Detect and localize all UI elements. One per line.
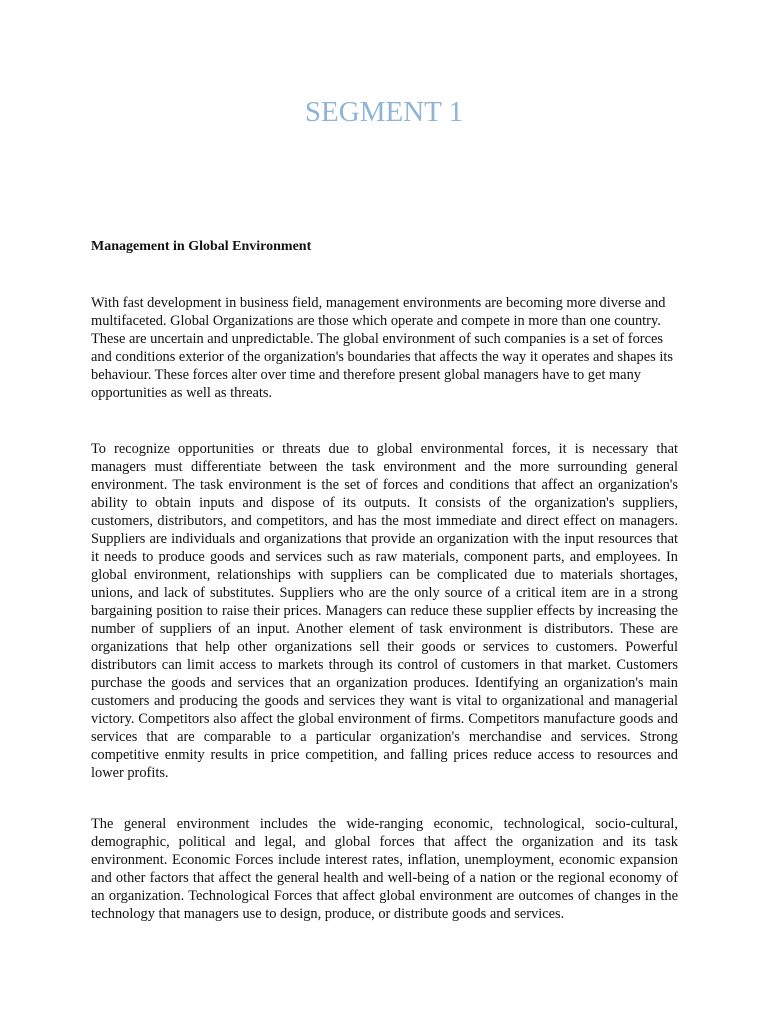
- paragraph-task-environment: To recognize opportunities or threats due to global environmental forces, it is necessary that managers must differentiate between the task environment and the more surrounding general environment. The task environment is the set of forces and conditions that affect an organization's ability to obtain inputs and dispose of its outputs. It consists of the organization's suppliers, customers, distributors, and competitors, and has the most immediate and direct effect on managers. Suppliers are individuals and organizations that provide an organization with the input resources that it needs to produce goods and services such as raw materials, component parts, and employees. In global environment, relationships with suppliers can be complicated due to materials shortages, unions, and lack of substitutes. Suppliers who are the only source of a critical item are in a strong bargaining position to raise their prices. Managers can reduce these supplier effects by increasing the number of suppliers of an input. Another element of task environment is distributors. These are organizations that help other organizations sell their goods or services to customers. Powerful distributors can limit access to markets through its control of customers in that market. Customers purchase the goods and services that an organization produces. Identifying an organization's main customers and producing the goods and services they want is vital to organizational and managerial victory. Competitors also affect the global environment of firms. Competitors manufacture goods and services that are comparable to a particular organization's merchandise and services. Strong competitive enmity results in price competition, and falling prices reduce access to resources and lower profits.: [91, 441, 678, 781]
- section-heading: Management in Global Environment: [91, 239, 312, 254]
- paragraph-general-environment: The general environment includes the wide-ranging economic, technological, socio-cultural, demographic, political and legal, and global forces that affect the organization and its task environment. Economic Forces include interest rates, inflation, unemployment, economic expansion and other factors that affect the general health and well-being of a nation or the regional economy of an organization. Technological Forces that affect global environment are outcomes of changes in the technology that managers use to design, produce, or distribute goods and services.: [91, 816, 678, 922]
- segment-title: SEGMENT 1: [304, 96, 464, 128]
- paragraph-intro: With fast development in business field, management environments are becoming more diverse and multifaceted. Global Organizations are those which operate and compete in more than one country. These are uncertain and unpredictable. The global environment of such companies is a set of forces and conditions exterior of the organization's boundaries that affects the way it operates and shapes its behaviour. These forces alter over time and therefore present global managers have to get many opportunities as well as threats.: [91, 295, 673, 401]
